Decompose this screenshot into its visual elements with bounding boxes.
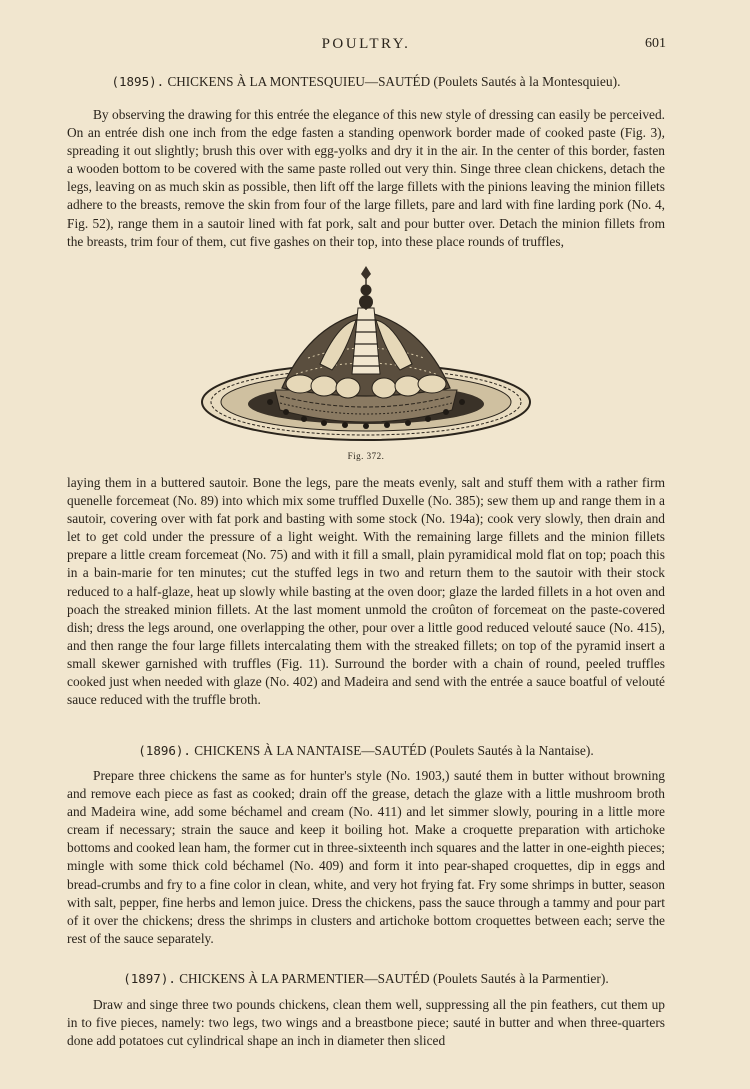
recipe-number: (1897). xyxy=(123,971,176,986)
recipe-heading-1896 xyxy=(66,743,666,759)
recipe-paragraph: laying them in a buttered sautoir. Bone the legs, pare the meats evenly, salt and stuff them with a rather firm quenelle forcemeat (No. 89) into which mix some truffled Duxelle (No. 385); sew them up and range them in a sautoir, covering over with fat pork and basting with some stock (No. 194a); cook very slowly, then drain and let to get cold under the pressure of a light weight. With the remaining large fillets and the minion fillets prepare a little cream forcemeat (No. 75) and with it fill a small, plain pyramidical mold flat on top; poach this in a bain-marie for ten minutes; cut the stuffed legs in two and return them to the sautoir with their stock reduced to a half-glaze, heat up slowly while basting at the oven door; glaze the larded fillets in a hot oven and poach the streaked minion fillets. At the last moment unmold the croûton of forcemeat on the paste-covered dish; dress the legs around, one overlapping the other, pour over a little good reduced velouté sauce (No. 415), and then range the four large fillets intercalating them with the streaked fillets; on top of the pyramid insert a small skewer garnished with truffles (Fig. 11). Surround the border with a chain of round, peeled truffles cooked just when needed with glaze (No. 402) and Madeira and send with the entrée a sauce boatful of velouté sauce reduced with the truffle broth. xyxy=(67,475,665,708)
recipe-french-title: (Poulets Sautés à la Nantaise). xyxy=(429,743,594,758)
recipe-title: CHICKENS À LA NANTAISE—SAUTÉD xyxy=(194,743,427,758)
recipe-title: CHICKENS À LA PARMENTIER—SAUTÉD xyxy=(179,971,430,986)
recipe-heading-1897 xyxy=(66,971,666,987)
figure-caption: Fig. 372. xyxy=(347,451,385,461)
figure-372 xyxy=(200,262,532,452)
recipe-number: (1896). xyxy=(138,743,191,758)
recipe-number: (1895). xyxy=(111,74,165,89)
recipe-french-title: (Poulets Sautés à la Parmentier). xyxy=(432,971,609,986)
recipe-french-title: (Poulets Sautés à la Montesquieu). xyxy=(433,74,621,89)
running-title: POULTRY. xyxy=(321,36,411,52)
recipe-paragraph: By observing the drawing for this entrée the elegance of this new style of dressing can easily be perceived. On an entrée dish one inch from the edge fasten a standing openwork border made of cooked paste (Fig. 3), spreading it out slightly; brush this over with egg-yolks and dry it in the air. In the center of this border, fasten a wooden bottom to be covered with the same paste rolled out very thin. Singe three clean chickens, detach the legs, leaving on as much skin as possible, then lift off the large fillets with the pinions leaving the minion fillets adhere to the breasts, remove the skin from four of the large fillets, pare and lard with fine larding pork (No. 4, Fig. 52), range them in a sautoir lined with fat pork, salt and pour butter over. Detach the minion fillets from the breasts, trim four of them, cut five gashes on their top, into these place rounds of truffles, xyxy=(67,107,665,249)
running-head xyxy=(66,36,666,58)
page-number: 601 xyxy=(645,36,666,51)
recipe-title: CHICKENS À LA MONTESQUIEU—SAUTÉD xyxy=(167,74,431,89)
recipe-paragraph: Draw and singe three two pounds chickens, clean them well, suppressing all the pin feathers, cut them up in to five pieces, namely: two legs, two wings and a breastbone piece; sauté in butter and when three-quarters done add potatoes cut cylindrical shape an inch in diameter then sliced xyxy=(67,997,665,1049)
recipe-heading-1895 xyxy=(66,74,666,90)
recipe-paragraph: Prepare three chickens the same as for hunter's style (No. 1903,) sauté them in butter without browning and remove each piece as fast as cooked; drain off the grease, detach the glaze with a little mushroom broth and Madeira wine, add some béchamel and cream (No. 411) and let simmer slowly, pouring in a little more cream if necessary; strain the sauce and keep it boiling hot. Make a croquette preparation with artichoke bottoms and cooked lean ham, the former cut in three-sixteenth inch squares and the latter in one-eighth pieces; mingle with some thick cold béchamel (No. 409) and form it into pear-shaped croquettes, dip in eggs and bread-crumbs and fry to a fine color in clean, white, and very hot frying fat. Fry some shrimps in butter, season with salt, pepper, fine herbs and lemon juice. Dress the chickens, pass the sauce through a tammy and pour part of it over the chickens; dress the shrimps in clusters and artichoke bottom croquettes between each; serve the rest of the sauce separately. xyxy=(67,768,665,946)
dish-illustration xyxy=(200,262,532,452)
